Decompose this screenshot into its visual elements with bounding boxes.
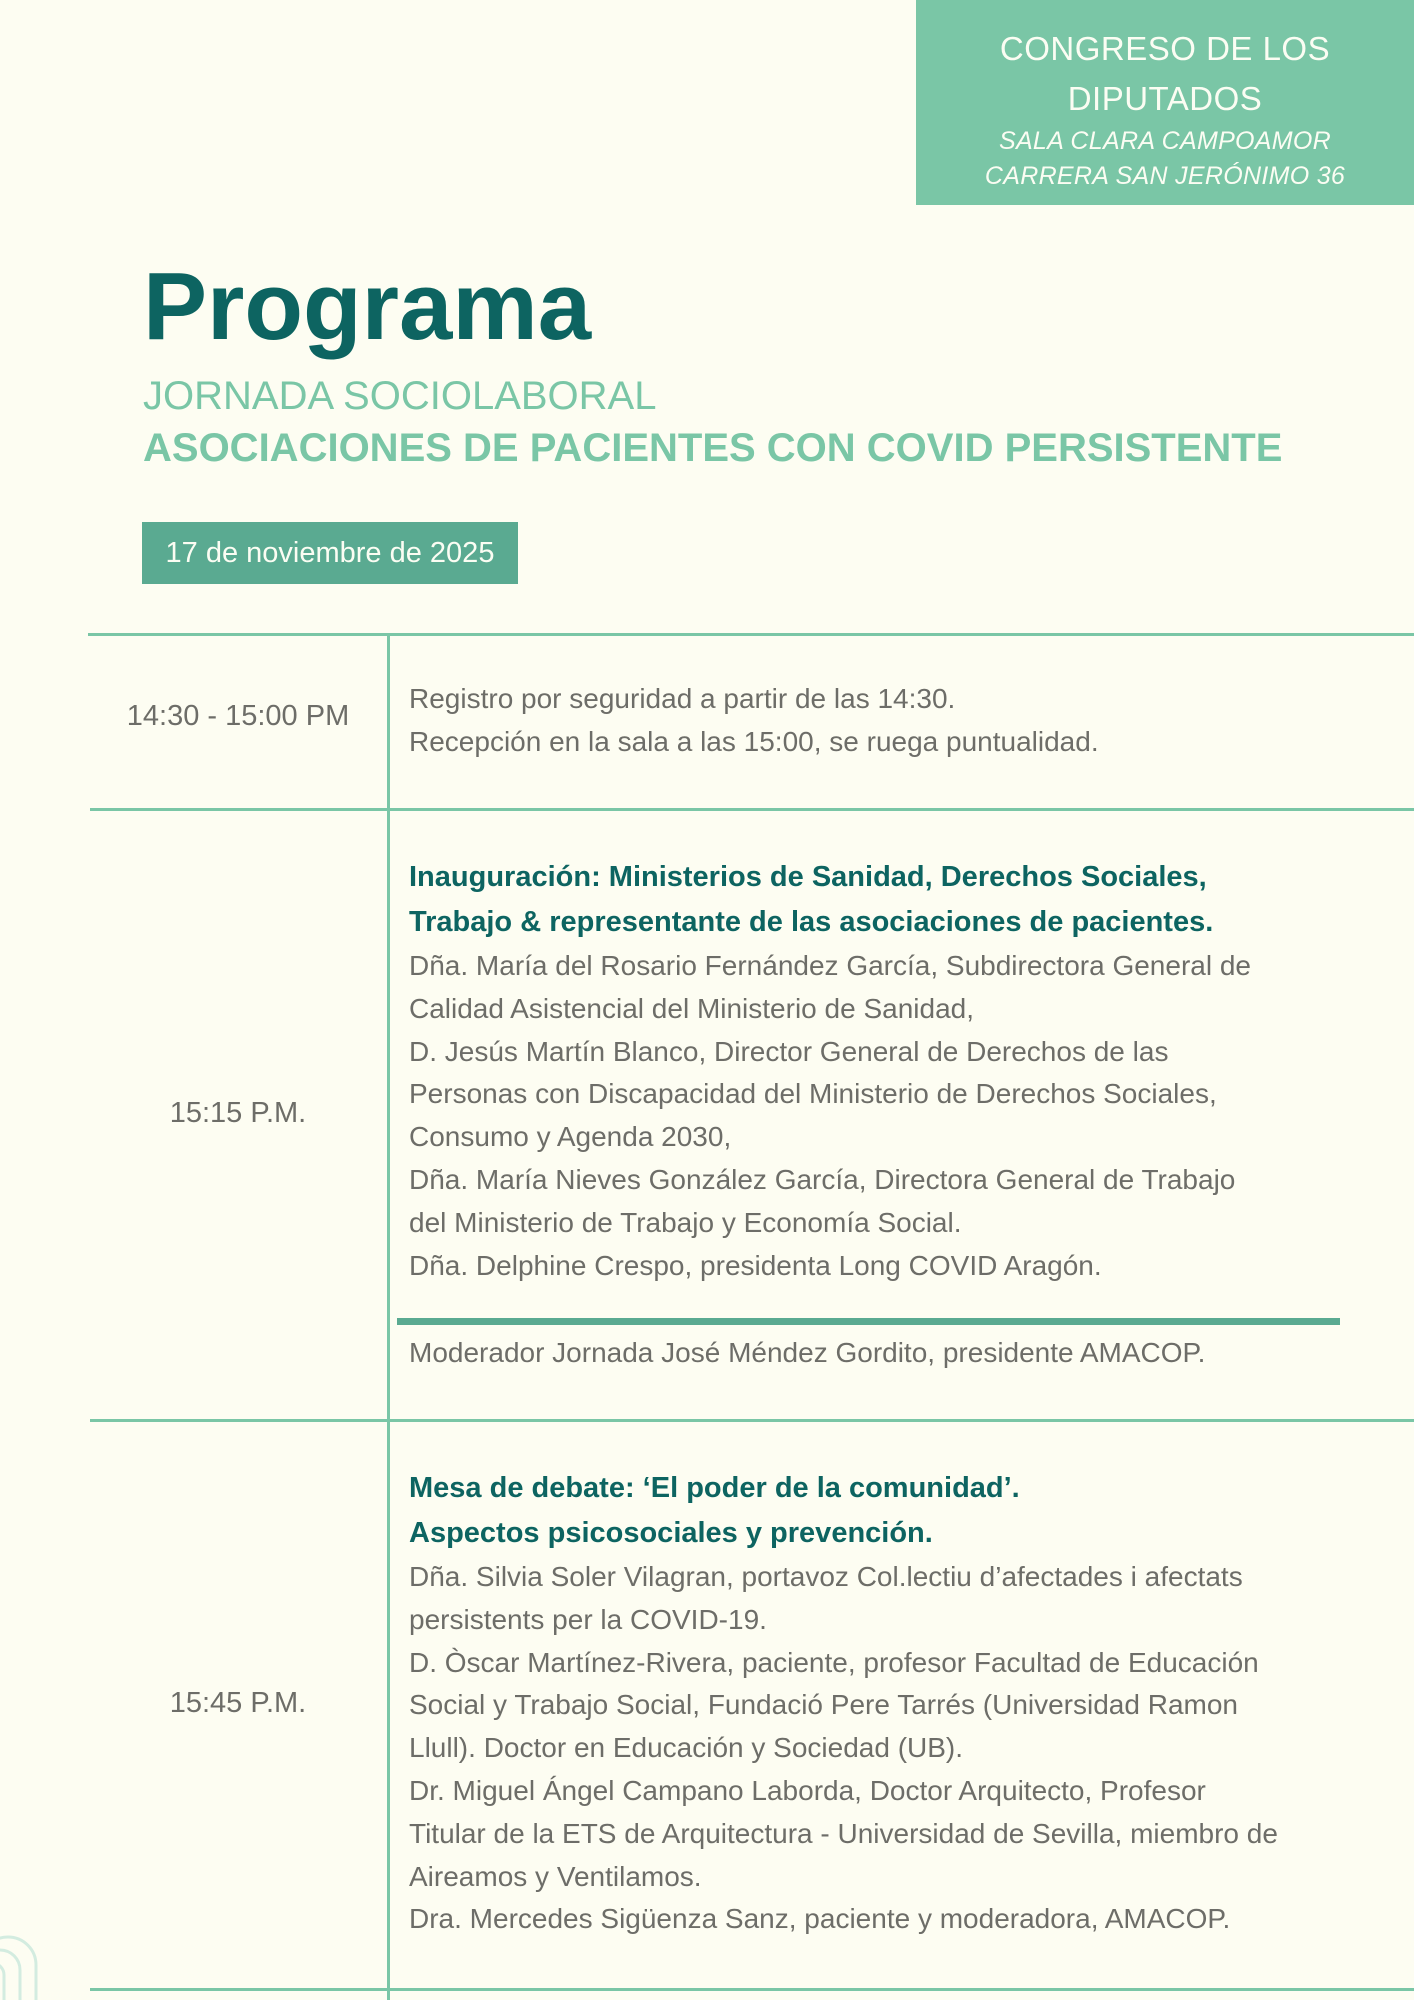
content-line: Personas con Discapacidad del Ministerio de Derechos Sociales, bbox=[409, 1078, 1217, 1110]
content-line: D. Òscar Martínez-Rivera, paciente, profesor Facultad de Educación bbox=[409, 1646, 1259, 1678]
content-line: Titular de la ETS de Arquitectura - Universidad de Sevilla, miembro de bbox=[409, 1817, 1278, 1849]
content-line: Social y Trabajo Social, Fundació Pere Tarrés (Universidad Ramon bbox=[409, 1689, 1238, 1721]
content-line: Dña. Delphine Crespo, presidenta Long COVID Aragón. bbox=[409, 1249, 1102, 1281]
content-line: persistents per la COVID-19. bbox=[409, 1603, 767, 1635]
schedule-time: 14:30 - 15:00 PM bbox=[126, 700, 350, 732]
venue-box bbox=[916, 0, 1414, 205]
moderator-divider bbox=[397, 1318, 1340, 1325]
session-heading: Mesa de debate: ‘El poder de la comunidad’. bbox=[409, 1472, 1020, 1504]
content-line: Dña. María del Rosario Fernández García, Subdirectora General de bbox=[409, 950, 1251, 981]
event-subtitle bbox=[143, 370, 1282, 474]
venue-name-line1: CONGRESO DE LOS bbox=[999, 30, 1331, 67]
table-rule-bottom bbox=[90, 1988, 1414, 1991]
subtitle-line1: JORNADA SOCIOLABORAL bbox=[143, 374, 657, 418]
content-line: Dr. Miguel Ángel Campano Laborda, Doctor Arquitecto, Profesor bbox=[409, 1774, 1206, 1806]
schedule-content bbox=[409, 678, 1389, 764]
table-column-divider bbox=[387, 635, 390, 2000]
content-line: Dña. María Nieves González García, Directora General de Trabajo bbox=[409, 1163, 1236, 1195]
schedule-time: 15:15 P.M. bbox=[169, 1097, 307, 1129]
venue-name bbox=[916, 24, 1414, 124]
moderator-note: Moderador Jornada José Méndez Gordito, presidente AMACOP. bbox=[409, 1337, 1206, 1368]
schedule-time: 15:45 P.M. bbox=[169, 1687, 307, 1719]
content-line: Llull). Doctor en Educación y Sociedad (UB). bbox=[409, 1732, 964, 1764]
page-title: Programa bbox=[143, 253, 592, 360]
table-rule-top bbox=[88, 633, 1414, 636]
date-badge: 17 de noviembre de 2025 bbox=[142, 522, 518, 584]
subtitle-line2: ASOCIACIONES DE PACIENTES CON COVID PERSISTENTE bbox=[143, 426, 1283, 470]
decorative-arches-icon bbox=[0, 1920, 60, 2000]
content-line: Dña. Silvia Soler Vilagran, portavoz Col.lectiu d’afectades i afectats bbox=[409, 1561, 1243, 1592]
venue-name-line2: DIPUTADOS bbox=[1067, 80, 1263, 117]
content-line: Calidad Asistencial del Ministerio de Sanidad, bbox=[409, 992, 974, 1024]
content-line: Recepción en la sala a las 15:00, se ruega puntualidad. bbox=[409, 725, 1099, 757]
content-line: Registro por seguridad a partir de las 14:30. bbox=[409, 683, 956, 714]
venue-room: SALA CLARA CAMPOAMOR bbox=[998, 127, 1331, 155]
content-line: Consumo y Agenda 2030, bbox=[409, 1121, 732, 1153]
table-rule-row2 bbox=[90, 1419, 1414, 1422]
content-line: Dra. Mercedes Sigüenza Sanz, paciente y moderadora, AMACOP. bbox=[409, 1903, 1231, 1935]
content-line: Aireamos y Ventilamos. bbox=[409, 1860, 702, 1892]
session-heading: Trabajo & representante de las asociaciones de pacientes. bbox=[409, 906, 1214, 938]
session-heading: Aspectos psicosociales y prevención. bbox=[409, 1517, 933, 1549]
schedule-content bbox=[409, 855, 1389, 1287]
schedule-content bbox=[409, 1466, 1389, 1941]
venue-address: CARRERA SAN JERÓNIMO 36 bbox=[984, 162, 1346, 190]
content-line: del Ministerio de Trabajo y Economía Social. bbox=[409, 1206, 962, 1238]
session-heading: Inauguración: Ministerios de Sanidad, Derechos Sociales, bbox=[409, 861, 1207, 893]
table-rule-row1 bbox=[90, 808, 1414, 811]
content-line: D. Jesús Martín Blanco, Director General de Derechos de las bbox=[409, 1035, 1169, 1067]
